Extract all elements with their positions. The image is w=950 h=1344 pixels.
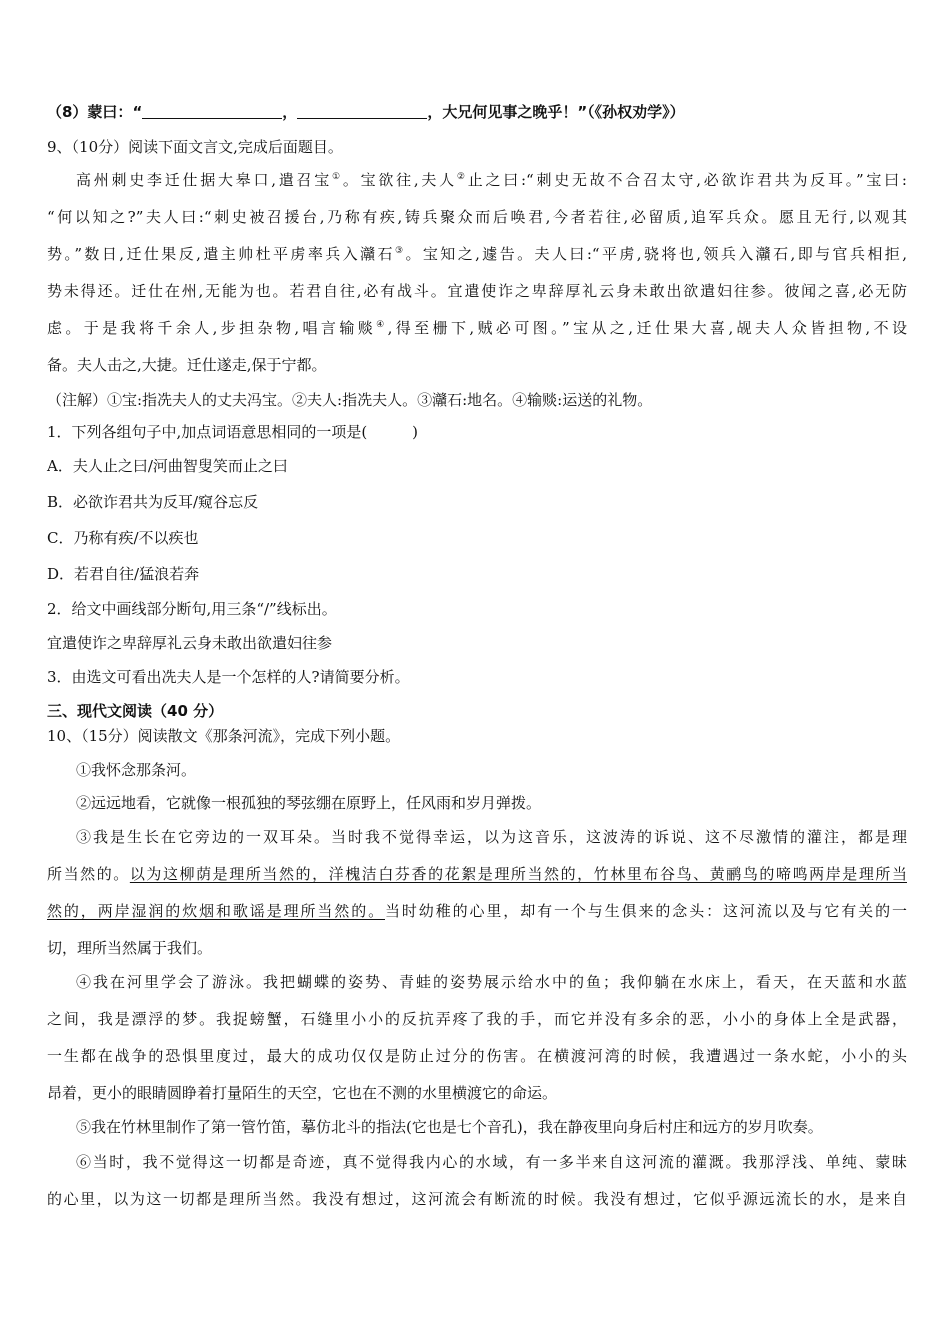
q9-passage-line-2: “何以知之?”夫人曰:“刺史被召援台,乃称有疾,铸兵聚众而后唤君,今者若往,必留质,追军兵众。愿且无行,以观其 xyxy=(47,208,907,226)
q10-paragraph-3-line-3 xyxy=(47,901,907,921)
q10-paragraph-4-line-1: ④我在河里学会了游泳。我把蝴蝶的姿势、青蛙的姿势展示给水中的鱼；我仰躺在水床上，看天，在天蓝和水蓝 xyxy=(76,973,907,991)
q9-passage-text: 止之曰:“刺史无故不合召太守,必欲诈君共为反耳。”宝曰: xyxy=(467,171,907,189)
q10-header: 10、（15分）阅读散文《那条河流》，完成下列小题。 xyxy=(47,727,401,745)
q9-passage-line-6: 备。夫人击之,大捷。迁仕遂走,保于宁都。 xyxy=(47,356,327,374)
q8-blank-2[interactable] xyxy=(297,104,427,119)
q9-passage-text: 高州刺史李迁仕据大皋口,遣召宝 xyxy=(76,171,333,189)
q10-paragraph-3-line-4: 切，理所当然属于我们。 xyxy=(47,939,213,957)
q10-underlined-text: 以为这柳荫是理所当然的，洋槐洁白芬香的花絮是理所当然的，竹林里布谷鸟、黄鹂鸟的啼鸣两岸是理所当 xyxy=(129,865,907,883)
q10-paragraph-4-line-4: 昂着，更小的眼睛圆睁着打量陌生的天空，它也在不测的水里横渡它的命运。 xyxy=(47,1084,558,1102)
q8-prefix: （8）蒙曰：“ xyxy=(47,103,143,121)
q9-subquestion-2-text: 宜遣使诈之卑辞厚礼云身未敢出欲遣妇往参 xyxy=(47,634,333,652)
q9-option-d: D．若君自往/猛浪若奔 xyxy=(47,565,200,583)
q9-option-b: B．必欲诈君共为反耳/窥谷忘反 xyxy=(47,493,259,511)
q9-subquestion-2: 2．给文中画线部分断句,用三条“/”线标出。 xyxy=(47,600,337,618)
section-3-title: 三、现代文阅读（40 分） xyxy=(47,702,224,720)
q10-paragraph-1: ①我怀念那条河。 xyxy=(76,761,197,779)
q10-text: 当时幼稚的心里，却有一个与生俱来的念头：这河流以及与它有关的一 xyxy=(385,902,907,920)
footnote-marker: ① xyxy=(332,172,343,182)
q8-line xyxy=(47,102,907,122)
q9-option-c: C．乃称有疾/不以疾也 xyxy=(47,529,199,547)
q10-text: 所当然的。 xyxy=(47,865,130,883)
q10-paragraph-3-line-2 xyxy=(47,864,907,884)
q10-paragraph-2: ②远远地看，它就像一根孤独的琴弦绷在原野上，任风雨和岁月弹拨。 xyxy=(76,794,542,812)
q10-paragraph-4-line-3: 一生都在战争的恐惧里度过，最大的成功仅仅是防止过分的伤害。在横渡河湾的时候，我遭遇过一条水蛇，小小的头 xyxy=(47,1047,907,1065)
q10-underlined-text: 然的，两岸湿润的炊烟和歌谣是理所当然的。 xyxy=(47,902,385,920)
q9-passage-line-4: 势未得还。迁仕在州,无能为也。若君自往,必有战斗。宜遣使诈之卑辞厚礼云身未敢出欲遣妇往参。彼闻之喜,必无防 xyxy=(47,282,907,300)
q9-passage-text: 势。”数日,迁仕果反,遣主帅杜平虏率兵入灨石 xyxy=(47,245,395,263)
q9-passage-line-1 xyxy=(76,170,907,190)
q9-passage-text: 虑。于是我将千余人,步担杂物,唱言输赕 xyxy=(47,319,377,337)
q9-passage-text: ,得至栅下,贼必可图。”宝从之,迁仕果大喜,觇夫人众皆担物,不设 xyxy=(387,319,907,337)
q9-passage-line-3 xyxy=(47,244,907,264)
q8-separator: ， xyxy=(282,103,298,121)
q9-option-a: A．夫人止之曰/河曲智叟笑而止之曰 xyxy=(47,457,288,475)
footnote-marker: ② xyxy=(456,172,468,182)
q8-suffix: ，大兄何见事之晚乎！”（《孙权劝学》） xyxy=(427,103,685,121)
q9-subquestion-3: 3．由选文可看出冼夫人是一个怎样的人?请简要分析。 xyxy=(47,668,410,686)
q8-blank-1[interactable] xyxy=(142,104,282,119)
q9-subquestion-1: 1．下列各组句子中,加点词语意思相同的一项是( ) xyxy=(47,423,419,441)
footnote-marker: ④ xyxy=(376,320,388,330)
q9-passage-text: 。宝欲往,夫人 xyxy=(342,171,457,189)
q9-notes: （注解）①宝:指冼夫人的丈夫冯宝。②夫人:指冼夫人。③灨石:地名。④输赕:运送的礼物。 xyxy=(47,391,653,409)
q9-passage-line-5 xyxy=(47,318,907,338)
q9-header: 9、（10分）阅读下面文言文,完成后面题目。 xyxy=(47,138,343,156)
footnote-marker: ③ xyxy=(394,246,406,256)
q10-paragraph-5: ⑤我在竹林里制作了第一管竹笛，摹仿北斗的指法(它也是七个音孔)，我在静夜里向身后村庄和远方的岁月吹奏。 xyxy=(76,1118,823,1136)
q10-paragraph-4-line-2: 之间，我是漂浮的梦。我捉螃蟹，石缝里小小的反抗弄疼了我的手，而它并没有多余的恶，小小的身体上全是武器， xyxy=(47,1010,907,1028)
q10-paragraph-6-line-2: 的心里，以为这一切都是理所当然。我没有想过，这河流会有断流的时候。我没有想过，它似乎源远流长的水，是来自 xyxy=(47,1190,907,1208)
q10-paragraph-3-line-1: ③我是生长在它旁边的一双耳朵。当时我不觉得幸运，以为这音乐，这波涛的诉说、这不尽激情的灌注，都是理 xyxy=(76,828,907,846)
q9-passage-text: 。宝知之,遽告。夫人曰:“平虏,骁将也,领兵入灨石,即与官兵相拒, xyxy=(405,245,907,263)
q10-paragraph-6-line-1: ⑥当时，我不觉得这一切都是奇迹，真不觉得我内心的水域，有一多半来自这河流的灌溉。我那浮浅、单纯、蒙昧 xyxy=(76,1153,907,1171)
